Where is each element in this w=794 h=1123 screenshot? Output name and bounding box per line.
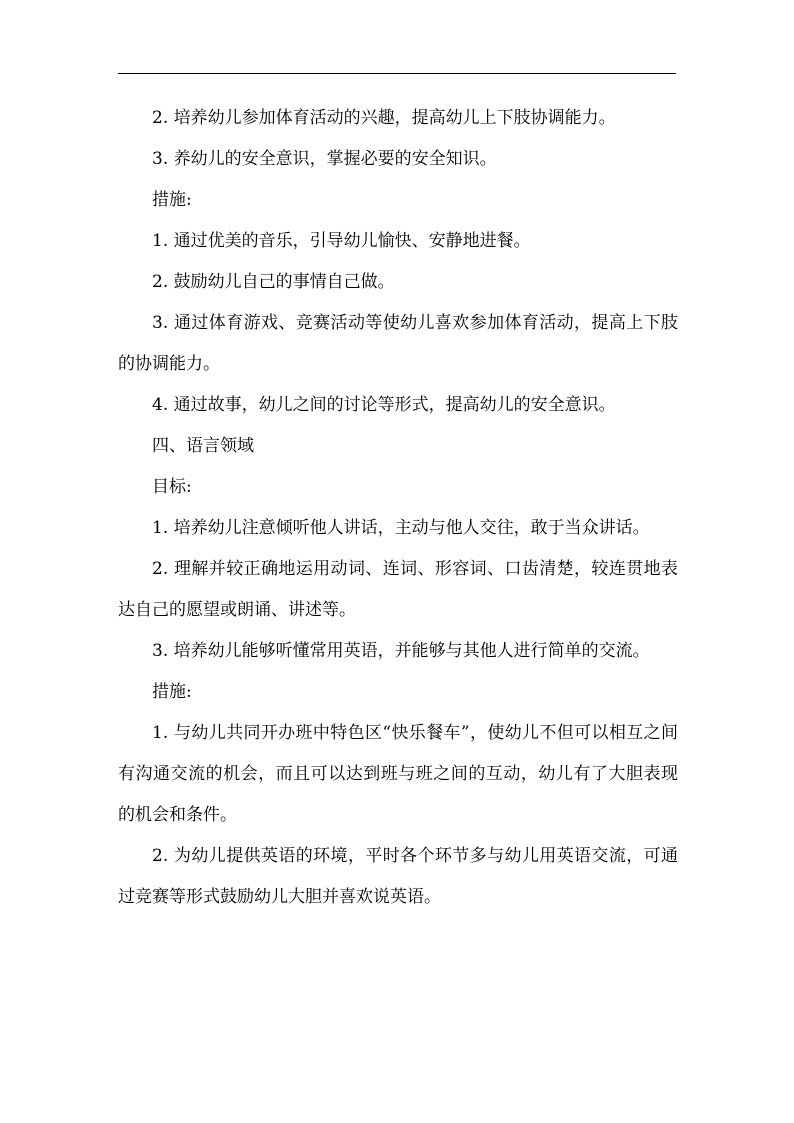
paragraph: 2. 理解并较正确地运用动词、连词、形容词、口齿清楚，较连贯地表达自己的愿望或朗诵、讲述等。 bbox=[118, 559, 678, 620]
paragraph: 2. 为幼儿提供英语的环境，平时各个环节多与幼儿用英语交流，可通过竞赛等形式鼓励幼儿大胆并喜欢说英语。 bbox=[118, 846, 678, 907]
paragraph: 2. 培养幼儿参加体育活动的兴趣，提高幼儿上下肢协调能力。 bbox=[152, 108, 616, 128]
section-heading: 四、语言领域 bbox=[152, 436, 254, 456]
paragraph: 1. 通过优美的音乐，引导幼儿愉快、安静地进餐。 bbox=[152, 231, 531, 251]
paragraph: 措施: bbox=[152, 682, 192, 702]
paragraph: 3. 通过体育游戏、竞赛活动等使幼儿喜欢参加体育活动，提高上下肢的协调能力。 bbox=[118, 313, 678, 374]
header-rule bbox=[118, 73, 676, 74]
paragraph: 目标: bbox=[152, 477, 192, 497]
paragraph: 措施: bbox=[152, 190, 192, 210]
paragraph: 1. 培养幼儿注意倾听他人讲话，主动与他人交往，敢于当众讲话。 bbox=[152, 518, 650, 538]
paragraph: 3. 培养幼儿能够听懂常用英语，并能够与其他人进行简单的交流。 bbox=[152, 641, 650, 661]
paragraph: 4. 通过故事，幼儿之间的讨论等形式，提高幼儿的安全意识。 bbox=[152, 395, 616, 415]
paragraph: 2. 鼓励幼儿自己的事情自己做。 bbox=[152, 272, 395, 292]
paragraph: 1. 与幼儿共同开办班中特色区“快乐餐车”，使幼儿不但可以相互之间有沟通交流的机会，而且可以达到班与班之间的互动，幼儿有了大胆表现的机会和条件。 bbox=[118, 723, 678, 825]
document-body bbox=[118, 98, 678, 918]
paragraph: 3. 养幼儿的安全意识，掌握必要的安全知识。 bbox=[152, 149, 497, 169]
